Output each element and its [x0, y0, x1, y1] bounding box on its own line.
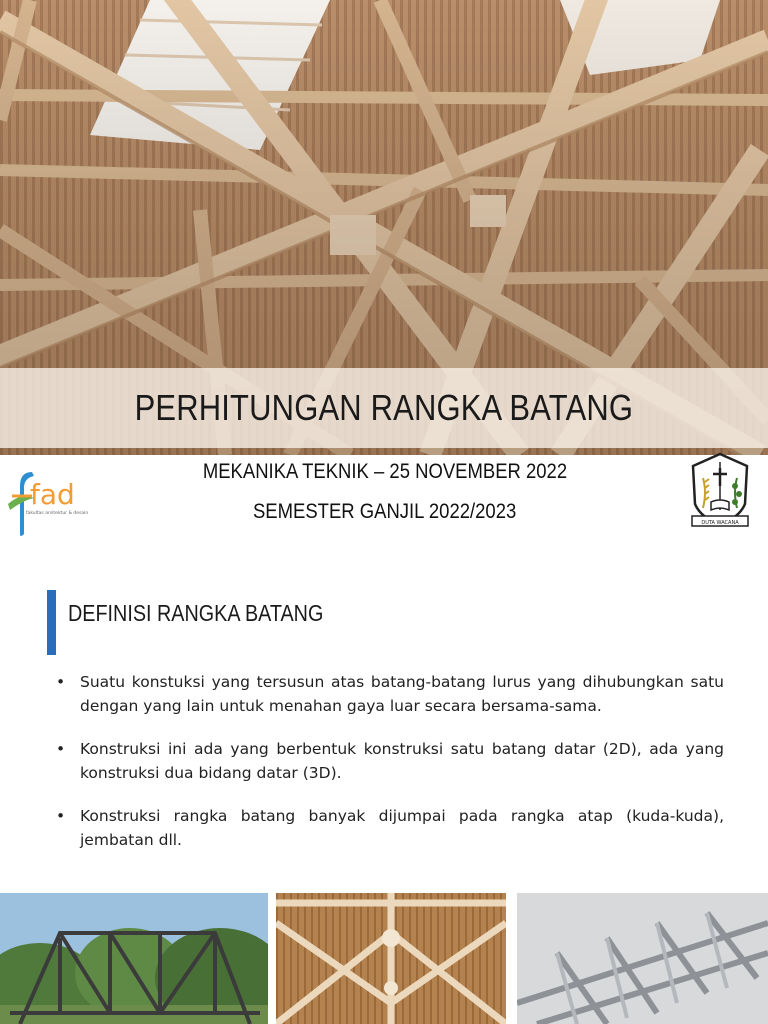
bullet-text: Konstruksi rangka batang banyak dijumpai pada rangka atap (kuda-kuda), jembatan dll. — [80, 807, 724, 849]
subtitle-semester: SEMESTER GANJIL 2022/2023 — [253, 500, 517, 523]
fad-logo-caption: fakultas arsitektur & desain — [26, 511, 89, 516]
bullet-dot: • — [56, 740, 66, 758]
section-accent-bar — [47, 590, 56, 655]
list-item — [52, 737, 724, 785]
bullet-text: Konstruksi ini ada yang berbentuk konstruksi satu batang datar (2D), ada yang konstruksi dua bidang datar (3D). — [80, 740, 724, 782]
fad-logo-text: fad — [30, 478, 75, 511]
section-heading: DEFINISI RANGKA BATANG — [68, 600, 324, 626]
ukdw-crest-logo — [689, 452, 751, 534]
bullet-dot: • — [56, 673, 66, 691]
list-item — [52, 670, 724, 718]
steel-truss-photo — [517, 893, 768, 1024]
ukdw-banner-text: DUTA WACANA — [701, 520, 739, 526]
bullet-text: Suatu konstuksi yang tersusun atas batang-batang lurus yang dihubungkan satu dengan yang lain untuk menahan gaya luar secara bersama-sama. — [80, 673, 724, 715]
slide-title: PERHITUNGAN RANGKA BATANG — [134, 387, 634, 428]
title-band — [0, 368, 768, 448]
list-item — [52, 804, 724, 852]
fad-logo — [2, 462, 90, 540]
bullet-dot: • — [56, 807, 66, 825]
definition-bullet-list — [52, 670, 724, 871]
timber-roof-photo — [276, 893, 506, 1024]
steel-bridge-photo — [0, 893, 268, 1024]
subtitle-course-date: MEKANIKA TEKNIK – 25 NOVEMBER 2022 — [202, 460, 568, 483]
